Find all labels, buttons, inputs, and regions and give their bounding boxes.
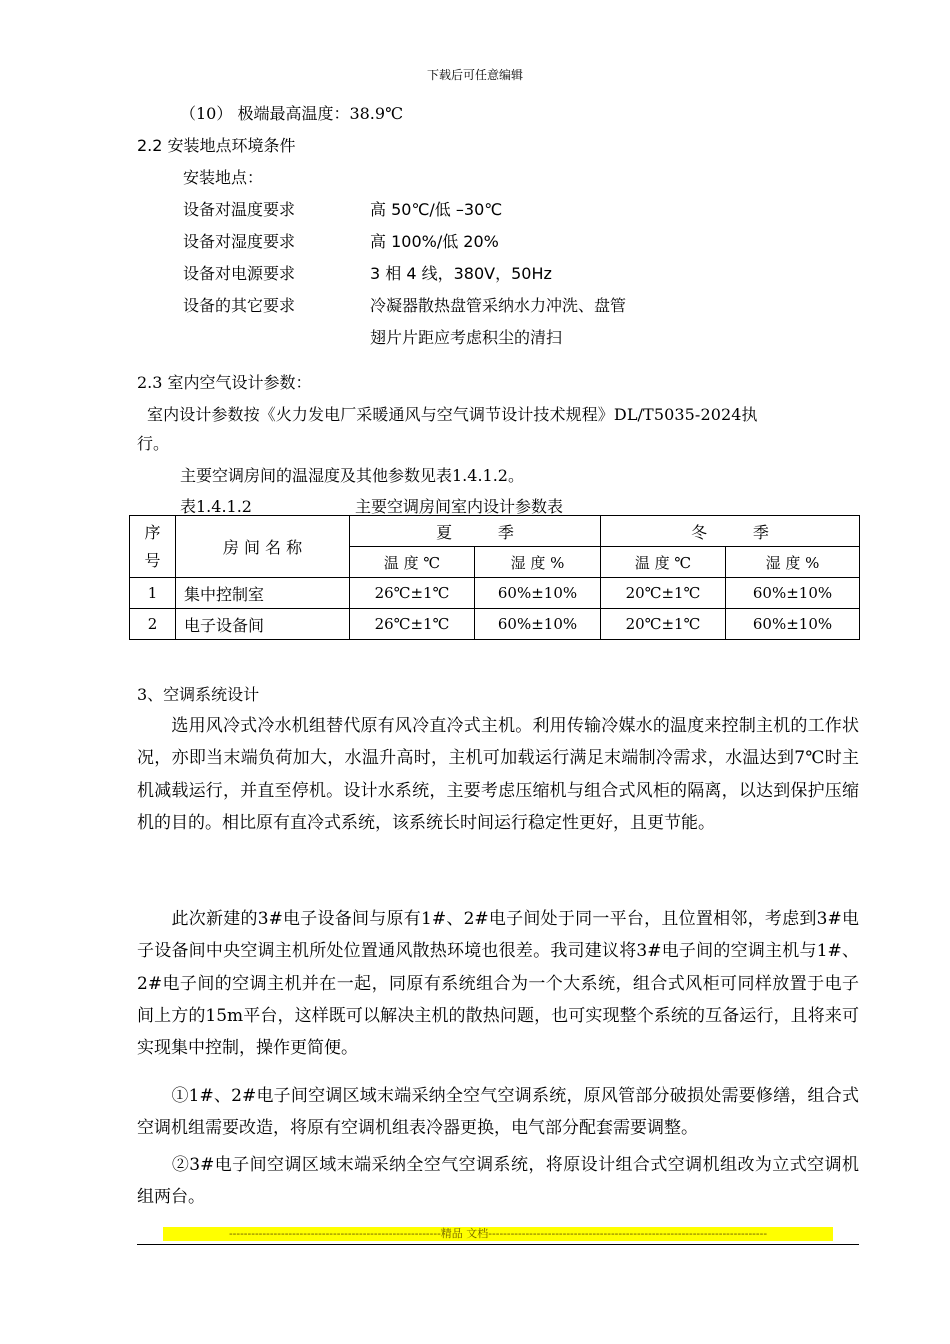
header-winter: 冬 季	[601, 516, 860, 547]
row-room-name: 集中控制室	[176, 578, 350, 609]
req-value: 冷凝器散热盘管采纳水力冲洗、盘管	[370, 296, 627, 315]
header-winter-humidity: 湿 度 %	[726, 547, 860, 578]
row-no: 1	[130, 578, 176, 609]
design-params-table	[129, 515, 860, 640]
section-3-paragraph-1: 选用风冷式冷水机组替代原有风冷直冷式主机。利用传输冷媒水的温度来控制主机的工作状况，亦即当末端负荷加大，水温升高时，主机可加载运行满足末端制冷需求，水温达到7℃时主机减载运行，并直至停机。设计水系统，主要考虑压缩机与组合式风柜的隔离，以达到保护压缩机的目的。相比原有直冷式系统，该系统长时间运行稳定性更好，且更节能。	[137, 716, 859, 833]
row-summer-humidity: 60%±10%	[475, 578, 601, 609]
header-summer-humidity: 湿 度 %	[475, 547, 601, 578]
row-winter-temp: 20℃±1℃	[601, 578, 726, 609]
table-caption-title: 主要空调房间室内设计参数表	[355, 497, 564, 516]
req-label: 设备对温度要求	[183, 200, 296, 219]
table-caption-number: 表1.4.1.2	[180, 497, 252, 516]
header-summer: 夏 季	[350, 516, 601, 547]
row-room-name: 电子设备间	[176, 609, 350, 640]
install-location-label: 安装地点：	[183, 168, 264, 187]
header-winter-temp: 温 度 ℃	[601, 547, 726, 578]
row-summer-temp: 26℃±1℃	[350, 609, 475, 640]
section-3-paragraph-3: ①1#、2#电子间空调区域末端采纳全空气空调系统，原风管部分破损处需要修缮，组合式空调机组需要改造，将原有空调机组表冷器更换，电气部分配套需要调整。	[137, 1086, 859, 1139]
req-value: 3 相 4 线，380V，50Hz	[370, 264, 552, 283]
header-seq	[130, 516, 176, 578]
req-value: 高 100%/低 20%	[370, 232, 499, 251]
section-2-3-title: 2.3 室内空气设计参数：	[137, 373, 312, 392]
design-params-line-2: 行。	[137, 434, 170, 453]
req-label: 设备的其它要求	[183, 296, 296, 315]
section-3-paragraph-2: 此次新建的3#电子设备间与原有1#、2#电子间处于同一平台，且位置相邻，考虑到3#电子设备间中央空调主机所处位置通风散热环境也很差。我司建议将3#电子间的空调主机与1#、2#电子间的空调主机并在一起，同原有系统组合为一个大系统，组合式风柜可同样放置于电子间上方的15m平台，这样既可以解决主机的散热问题，也可实现整个系统的互备运行，且将来可实现集中控制，操作更简便。	[137, 909, 859, 1059]
row-winter-humidity: 60%±10%	[726, 578, 860, 609]
table-row	[130, 609, 860, 640]
header-room-name: 房 间 名 称	[176, 516, 350, 578]
table-row	[130, 578, 860, 609]
section-2-2-title: 2.2 安装地点环境条件	[137, 136, 296, 155]
row-no: 2	[130, 609, 176, 640]
row-winter-temp: 20℃±1℃	[601, 609, 726, 640]
design-params-line-1: 室内设计参数按《火力发电厂采暖通风与空气调节设计技术规程》DL/T5035-2024执	[147, 405, 758, 424]
section-3-paragraph-4: ②3#电子间空调区域末端采纳全空气空调系统，将原设计组合式空调机组改为立式空调机组两台。	[137, 1155, 859, 1208]
header-summer-temp: 温 度 ℃	[350, 547, 475, 578]
row-summer-temp: 26℃±1℃	[350, 578, 475, 609]
header-seq-2: 号	[144, 550, 161, 570]
req-value: 高 50℃/低 –30℃	[370, 200, 503, 219]
page-header-note: 下载后可任意编辑	[426, 68, 523, 82]
header-seq-1: 序	[144, 522, 161, 542]
item-10-extreme-temp: （10） 极端最高温度：38.9℃	[180, 104, 403, 123]
req-value-continuation: 翅片片距应考虑积尘的清扫	[370, 328, 563, 347]
table-reference-text: 主要空调房间的温湿度及其他参数见表1.4.1.2。	[180, 466, 524, 485]
footer-divider	[137, 1244, 859, 1245]
row-summer-humidity: 60%±10%	[475, 609, 601, 640]
footer-banner: ---------------------------------------------------------精品 文档---------------------------------------------------------------------------	[163, 1227, 833, 1241]
section-3-title: 3、空调系统设计	[137, 685, 260, 704]
table-header-row	[130, 516, 860, 547]
req-label: 设备对电源要求	[183, 264, 296, 283]
req-label: 设备对湿度要求	[183, 232, 296, 251]
row-winter-humidity: 60%±10%	[726, 609, 860, 640]
